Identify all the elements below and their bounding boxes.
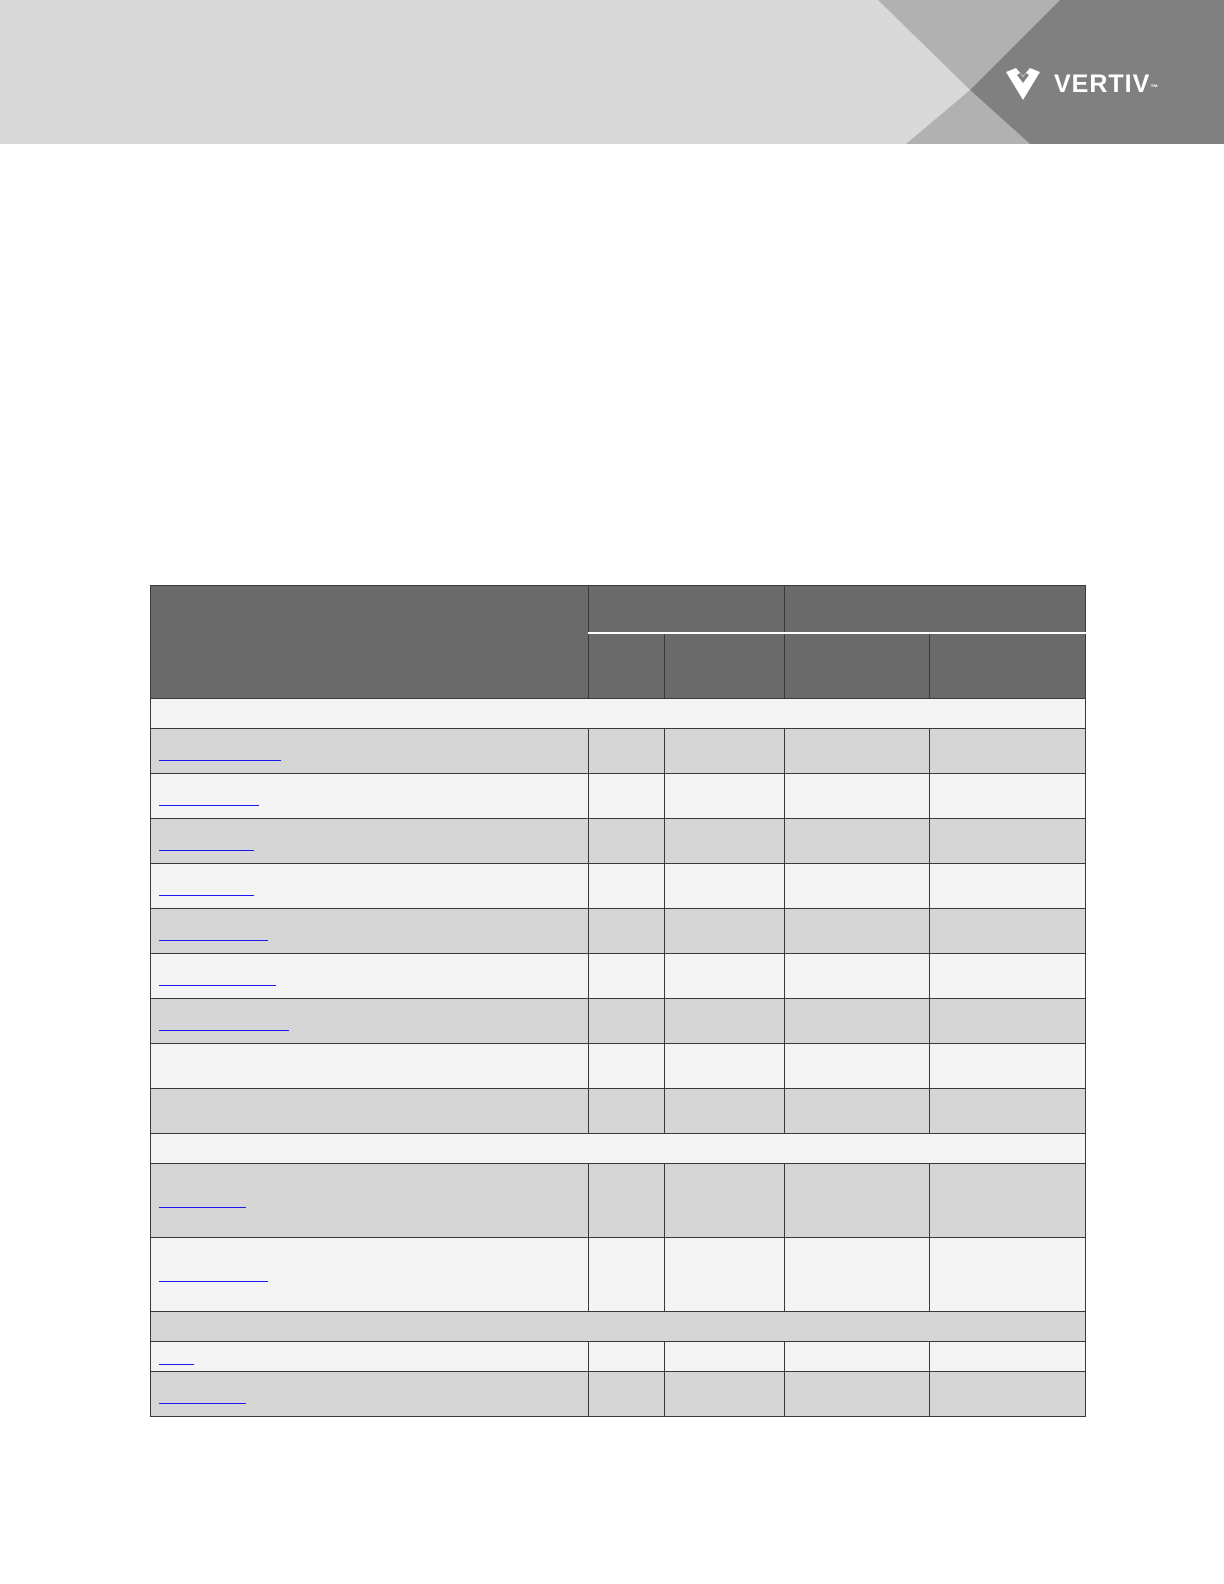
value-cell — [785, 729, 930, 774]
row-link[interactable] — [159, 760, 281, 761]
table-row — [151, 909, 1086, 954]
value-cell — [664, 1164, 784, 1238]
value-cell — [589, 819, 665, 864]
value-cell — [589, 954, 665, 999]
vertiv-mark-icon — [1004, 66, 1042, 102]
row-name-cell — [151, 999, 589, 1044]
value-cell — [589, 774, 665, 819]
value-cell — [664, 999, 784, 1044]
value-cell — [930, 1044, 1086, 1089]
table-row — [151, 1342, 1086, 1372]
value-cell — [930, 774, 1086, 819]
value-cell — [930, 1164, 1086, 1238]
value-cell — [785, 1342, 930, 1372]
value-cell — [785, 909, 930, 954]
row-name-cell — [151, 774, 589, 819]
value-cell — [785, 819, 930, 864]
row-link[interactable] — [159, 940, 268, 941]
value-cell — [664, 1089, 784, 1134]
value-cell — [785, 774, 930, 819]
table-row — [151, 1164, 1086, 1238]
value-cell — [930, 1238, 1086, 1312]
value-cell — [785, 1044, 930, 1089]
row-link[interactable] — [159, 1030, 289, 1031]
value-cell — [930, 954, 1086, 999]
value-cell — [930, 999, 1086, 1044]
table-row — [151, 954, 1086, 999]
value-cell — [785, 1089, 930, 1134]
value-cell — [589, 1044, 665, 1089]
value-cell — [664, 729, 784, 774]
row-link[interactable] — [159, 895, 254, 896]
value-cell — [930, 729, 1086, 774]
row-name-cell — [151, 954, 589, 999]
row-name-cell — [151, 864, 589, 909]
row-name-cell — [151, 909, 589, 954]
value-cell — [664, 774, 784, 819]
header-subcell — [664, 633, 784, 699]
value-cell — [664, 1372, 784, 1417]
row-link[interactable] — [159, 1207, 246, 1208]
value-cell — [785, 999, 930, 1044]
header-subcell — [589, 633, 665, 699]
row-name-cell — [151, 729, 589, 774]
value-cell — [930, 819, 1086, 864]
value-cell — [930, 1342, 1086, 1372]
row-link[interactable] — [159, 1281, 268, 1282]
row-link[interactable] — [159, 1403, 246, 1404]
value-cell — [664, 954, 784, 999]
section-heading — [151, 1134, 1086, 1164]
page-header-banner — [0, 0, 1224, 144]
value-cell — [930, 864, 1086, 909]
row-name-cell — [151, 1044, 589, 1089]
value-cell — [785, 864, 930, 909]
value-cell — [664, 909, 784, 954]
value-cell — [589, 1372, 665, 1417]
table-row — [151, 864, 1086, 909]
value-cell — [589, 1164, 665, 1238]
value-cell — [785, 1164, 930, 1238]
row-name-cell — [151, 1372, 589, 1417]
value-cell — [664, 864, 784, 909]
row-name-cell — [151, 1164, 589, 1238]
value-cell — [589, 1089, 665, 1134]
table-row — [151, 1238, 1086, 1312]
vertiv-wordmark: VERTIV™ — [1054, 69, 1159, 98]
value-cell — [664, 1342, 784, 1372]
section-heading — [151, 1312, 1086, 1342]
value-cell — [664, 1238, 784, 1312]
table-row — [151, 1089, 1086, 1134]
table-row — [151, 1372, 1086, 1417]
value-cell — [664, 819, 784, 864]
value-cell — [930, 909, 1086, 954]
value-cell — [589, 864, 665, 909]
vertiv-logo — [1004, 66, 1158, 102]
row-link[interactable] — [159, 1364, 194, 1365]
value-cell — [930, 1089, 1086, 1134]
section-heading — [151, 699, 1086, 729]
value-cell — [930, 1372, 1086, 1417]
value-cell — [664, 1044, 784, 1089]
header-group-cell — [785, 586, 1086, 634]
row-name-cell — [151, 1342, 589, 1372]
value-cell — [785, 1372, 930, 1417]
row-link[interactable] — [159, 985, 276, 986]
value-cell — [589, 999, 665, 1044]
row-link[interactable] — [159, 850, 254, 851]
row-link[interactable] — [159, 805, 259, 806]
table-row — [151, 999, 1086, 1044]
table-row — [151, 729, 1086, 774]
header-subcell — [930, 633, 1086, 699]
value-cell — [589, 729, 665, 774]
value-cell — [785, 954, 930, 999]
row-name-cell — [151, 1089, 589, 1134]
value-cell — [589, 1238, 665, 1312]
row-name-cell — [151, 1238, 589, 1312]
table-row — [151, 819, 1086, 864]
header-group-cell — [589, 586, 785, 634]
row-name-cell — [151, 819, 589, 864]
document-table — [150, 585, 1086, 1417]
header-cell — [151, 586, 589, 699]
value-cell — [589, 1342, 665, 1372]
value-cell — [785, 1238, 930, 1312]
value-cell — [589, 909, 665, 954]
table-body — [151, 699, 1086, 1417]
table-row — [151, 774, 1086, 819]
table-row — [151, 1044, 1086, 1089]
header-subcell — [785, 633, 930, 699]
